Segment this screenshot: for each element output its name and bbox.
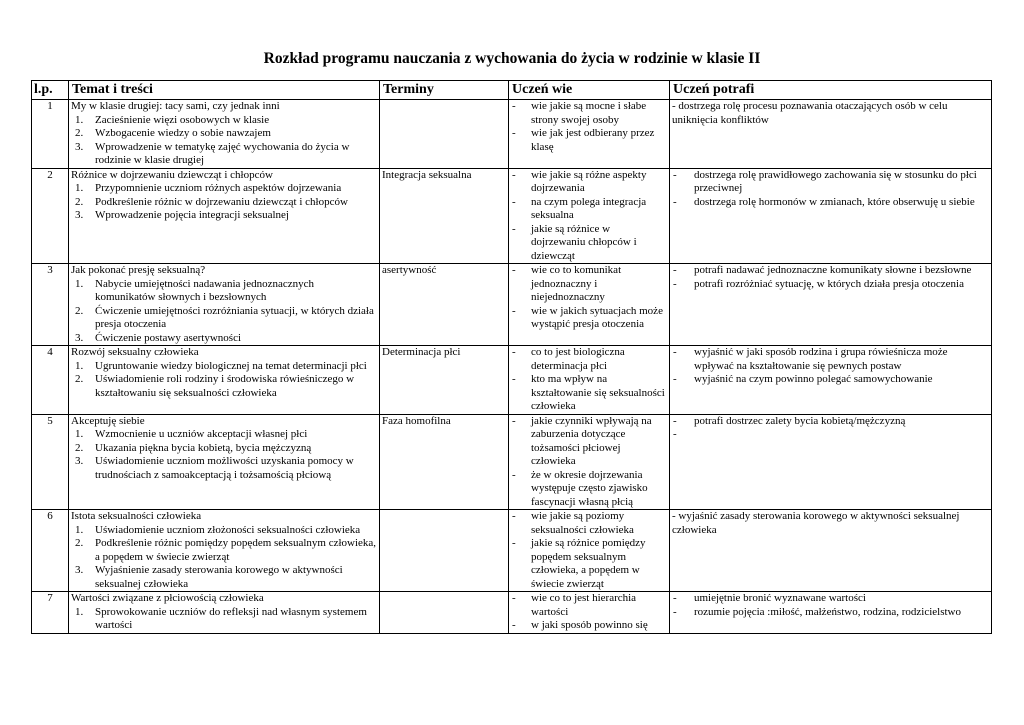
row-number: 6 <box>32 510 69 592</box>
item-number: 1. <box>75 113 84 126</box>
content-list <box>71 360 377 401</box>
knows-item: - kto ma wpływ na kształtowanie się seksualności człowieka <box>511 373 667 414</box>
item-text: Wzbogacenie wiedzy o sobie nawzajem <box>95 127 271 139</box>
content-item <box>71 332 377 346</box>
terms-cell: Faza homofilna <box>380 414 509 510</box>
row-number: 2 <box>32 168 69 264</box>
item-number: 2. <box>75 127 84 139</box>
topic-title: Rozwój seksualny człowieka <box>71 346 199 358</box>
item-text: Przypomnienie uczniom różnych aspektów dojrzewania <box>95 182 342 194</box>
table-row <box>32 592 992 634</box>
knows-cell <box>509 592 670 634</box>
knows-cell <box>509 414 670 510</box>
can-item: - potrafi dostrzec zalety bycia kobietą/mężczyzną <box>672 415 989 429</box>
item-text: Uświadomienie uczniom złożoności seksualności człowieka <box>95 523 361 536</box>
item-number: 3. <box>75 140 84 153</box>
content-item <box>71 278 377 305</box>
topic-cell <box>69 100 380 169</box>
can-list <box>672 169 989 210</box>
topic-cell <box>69 592 380 634</box>
topic-title: Wartości związane z płciowością człowieka <box>71 592 264 604</box>
can-list <box>672 415 989 429</box>
can-cell <box>670 168 992 264</box>
can-item: - dostrzega rolę prawidłowego zachowania się w stosunku do płci przeciwnej <box>672 169 989 196</box>
header-temat: Temat i treści <box>69 81 380 100</box>
content-list <box>71 114 377 168</box>
can-item: - rozumie pojęcia :miłość, małżeństwo, rodzina, rodzicielstwo <box>672 606 989 620</box>
content-item <box>71 442 377 456</box>
topic-cell <box>69 510 380 592</box>
knows-cell <box>509 264 670 346</box>
item-number: 1. <box>75 182 84 194</box>
knows-item: - co to jest biologiczna determinacja płci <box>511 346 667 373</box>
can-list <box>672 264 989 291</box>
can-list <box>672 346 989 387</box>
header-lp: l.p. <box>32 81 69 100</box>
content-item <box>71 537 377 564</box>
table-row <box>32 264 992 346</box>
content-list <box>71 524 377 592</box>
table-row <box>32 100 992 169</box>
can-cell <box>670 100 992 169</box>
item-text: Uświadomienie roli rodziny i środowiska rówieśniczego w kształtowaniu się seksualności człowieka <box>95 373 355 399</box>
row-number: 7 <box>32 592 69 634</box>
item-text: Podkreślenie różnic w dojrzewaniu dziewcząt i chłopców <box>95 195 348 208</box>
topic-cell <box>69 168 380 264</box>
item-number: 2. <box>75 373 84 385</box>
content-item <box>71 373 377 400</box>
knows-cell <box>509 100 670 169</box>
content-list <box>71 606 377 633</box>
content-item <box>71 606 377 633</box>
can-cell <box>670 264 992 346</box>
can-item: - wyjaśnić na czym powinno polegać samowychowanie <box>672 373 989 387</box>
content-list <box>71 428 377 482</box>
knows-cell <box>509 346 670 415</box>
item-number: 2. <box>75 195 84 208</box>
item-text: Zacieśnienie więzi osobowych w klasie <box>95 113 270 126</box>
item-number: 2. <box>75 304 84 317</box>
item-text: Sprowokowanie uczniów do refleksji nad własnym systemem wartości <box>95 605 367 631</box>
content-item <box>71 524 377 538</box>
table-row <box>32 346 992 415</box>
item-text: Wzmocnienie u uczniów akceptacji własnej płci <box>95 428 308 440</box>
item-text: Nabycie umiejętności nadawania jednoznacznych komunikatów słownych i bezsłownych <box>95 277 314 303</box>
topic-cell <box>69 346 380 415</box>
item-text: Ćwiczenie postawy asertywności <box>95 331 242 344</box>
knows-list <box>511 510 667 591</box>
item-number: 1. <box>75 359 84 372</box>
terms-cell: asertywność <box>380 264 509 346</box>
row-number: 1 <box>32 100 69 169</box>
topic-title: Akceptuję siebie <box>71 414 145 427</box>
topic-cell <box>69 264 380 346</box>
knows-item: - jakie są różnice w dojrzewaniu chłopców i dziewcząt <box>511 223 667 264</box>
knows-list <box>511 415 667 510</box>
topic-cell <box>69 414 380 510</box>
topic-title: Istota seksualności człowieka <box>71 510 202 522</box>
content-list <box>71 278 377 346</box>
terms-cell: Integracja seksualna <box>380 168 509 264</box>
can-cell <box>670 592 992 634</box>
item-number: 3. <box>75 331 84 344</box>
table-body <box>32 100 992 634</box>
content-item <box>71 305 377 332</box>
item-number: 3. <box>75 564 84 576</box>
table-row <box>32 414 992 510</box>
can-item: - umiejętnie bronić wyznawane wartości <box>672 592 989 606</box>
content-item <box>71 455 377 482</box>
row-number: 3 <box>32 264 69 346</box>
topic-title: My w klasie drugiej: tacy sami, czy jednak inni <box>71 100 280 112</box>
terms-cell <box>380 100 509 169</box>
item-text: Ukazania piękna bycia kobietą, bycia mężczyzną <box>95 441 312 454</box>
content-item <box>71 127 377 141</box>
item-text: Ćwiczenie umiejętności rozróżniania sytuacji, w których działa presja otoczenia <box>95 304 374 330</box>
knows-list <box>511 169 667 264</box>
can-cell <box>670 414 992 510</box>
item-number: 2. <box>75 441 84 454</box>
knows-item: - wie jakie są mocne i słabe strony swojej osoby <box>511 100 667 127</box>
topic-title: Jak pokonać presję seksualną? <box>71 264 206 276</box>
item-number: 1. <box>75 523 84 536</box>
table-row <box>32 510 992 592</box>
item-text: Uświadomienie uczniom możliwości uzyskania pomocy w trudnościach z samoakceptacją i tożsamością płciową <box>95 455 354 481</box>
item-number: 2. <box>75 537 84 549</box>
table-header-row <box>32 81 992 100</box>
knows-item: - jakie są różnice pomiędzy popędem seksualnym człowieka, a popędem w świecie zwierząt <box>511 537 667 591</box>
knows-item: - że w okresie dojrzewania występuje często zjawisko fascynacji własną płcią <box>511 469 667 510</box>
item-number: 3. <box>75 455 84 467</box>
terms-cell <box>380 510 509 592</box>
knows-list <box>511 264 667 332</box>
content-item <box>71 196 377 210</box>
content-item <box>71 428 377 442</box>
row-number: 4 <box>32 346 69 415</box>
can-list <box>672 592 989 619</box>
content-list <box>71 182 377 223</box>
can-text: - wyjaśnić zasady sterowania korowego w aktywności seksualnej człowieka <box>672 510 960 536</box>
item-number: 1. <box>75 277 84 290</box>
topic-title: Różnice w dojrzewaniu dziewcząt i chłopców <box>71 168 273 181</box>
can-text: - dostrzega rolę procesu poznawania otaczających osób w celu uniknięcia konfliktów <box>672 100 948 126</box>
item-text: Wyjaśnienie zasady sterowania korowego w aktywności seksualnej człowieka <box>95 564 343 590</box>
item-text: Ugruntowanie wiedzy biologicznej na temat determinacji płci <box>95 359 367 372</box>
item-text: Wprowadzenie w tematykę zajęć wychowania do życia w rodzinie w klasie drugiej <box>95 140 350 166</box>
knows-item: - na czym polega integracja seksualna <box>511 196 667 223</box>
knows-cell <box>509 168 670 264</box>
can-item: - dostrzega rolę hormonów w zmianach, które obserwuję u siebie <box>672 196 989 210</box>
knows-item: - wie co to komunikat jednoznaczny i niejednoznaczny <box>511 264 667 305</box>
content-item <box>71 564 377 591</box>
knows-item: - wie w jakich sytuacjach może wystąpić presja otoczenia <box>511 305 667 332</box>
content-item <box>71 114 377 128</box>
knows-item: - jakie czynniki wpływają na zaburzenia dotyczące tożsamości płciowej człowieka <box>511 415 667 469</box>
header-terminy: Terminy <box>380 81 509 100</box>
knows-item: - wie jak jest odbierany przez klasę <box>511 127 667 154</box>
item-number: 1. <box>75 428 84 440</box>
header-uczen-wie: Uczeń wie <box>509 81 670 100</box>
content-item <box>71 209 377 223</box>
item-text: Podkreślenie różnic pomiędzy popędem seksualnym człowieka, a popędem w świecie zwierząt <box>95 537 377 563</box>
can-cell <box>670 510 992 592</box>
item-number: 3. <box>75 209 84 221</box>
can-item: - wyjaśnić w jaki sposób rodzina i grupa rówieśnicza może wpływać na kształtowanie się pewnych postaw <box>672 346 989 373</box>
header-uczen-potrafi: Uczeń potrafi <box>670 81 992 100</box>
content-item <box>71 182 377 196</box>
can-item: - potrafi nadawać jednoznaczne komunikaty słowne i bezsłowne <box>672 264 989 278</box>
curriculum-table <box>31 80 992 634</box>
terms-cell <box>380 592 509 634</box>
knows-item: - wie jakie są poziomy seksualności człowieka <box>511 510 667 537</box>
document-title: Rozkład programu nauczania z wychowania do życia w rodzinie w klasie II <box>263 50 761 67</box>
knows-item: - wie jakie są różne aspekty dojrzewania <box>511 169 667 196</box>
can-cell <box>670 346 992 415</box>
knows-cell <box>509 510 670 592</box>
can-item: - potrafi rozróżniać sytuację, w których działa presja otoczenia <box>672 278 989 292</box>
knows-item: - w jaki sposób powinno się <box>511 619 667 633</box>
knows-list <box>511 592 667 633</box>
item-text: Wprowadzenie pojęcia integracji seksualnej <box>95 209 289 221</box>
knows-list <box>511 100 667 154</box>
knows-list <box>511 346 667 414</box>
item-number: 1. <box>75 605 84 618</box>
table-row <box>32 168 992 264</box>
knows-item: - wie co to jest hierarchia wartości <box>511 592 667 619</box>
terms-cell: Determinacja płci <box>380 346 509 415</box>
content-item <box>71 360 377 374</box>
row-number: 5 <box>32 414 69 510</box>
content-item <box>71 141 377 168</box>
